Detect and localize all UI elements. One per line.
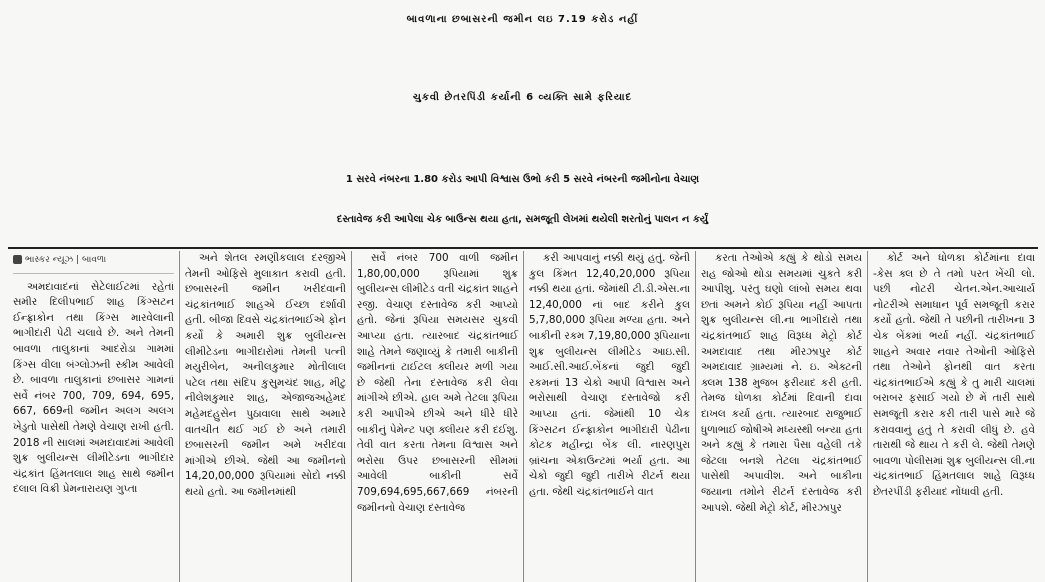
subheadline-line-1: 1 સરવે નંબરના 1.80 કરોડ આપી વિશ્વાસ ઉભો કરી 5 સરવે નંબરની જમીનોના વેચાણ	[345, 174, 700, 185]
column-text: કરતા તેઓએ કહ્યું કે થોડો સમય રાહ જોઓ થોડા સમયમાં ચુકતે કરી આપીશુ. પરંતુ ઘણો લાંબો સમય થવા છતાં અમને કોઈ રૂપિયા નહીં આપતા શુક્ર બુલીયન્સ લી.ના ભાગીદારો તથા ચંદ્રકાંતભાઈ શાહ વિરૂધ્ધ મેટ્રો કોર્ટ અમદાવાદ તથા મીરઝાપુર કોર્ટ અમદાવાદ ગ્રામ્યમાં ને. ઇ. એક્ટની ક્લમ 138 મુજબ ફરીયાદ કરી હતી. તેમજ ધોળકા કોર્ટમાં દિવાની દાવા દાખલ કર્યા હતા. ત્યારબાદ રાજુભાઈ ધુળાભાઈ જોષીએ મધ્યસ્થી બન્યા હતા અને કહ્યું કે તમારા પૈસા વહેલી તકે જેટલા બનશે તેટલા ચંદ્રકાંતભાઈ પાસેથી અપાવીશ. અને બાકીના જયાના તમોને રીટર્ન દસ્તાવેજ કરી આપશે. જેથી મેટ્રો કોર્ટ, મીરઝાપુર	[701, 252, 862, 514]
column-text: કરી આપવાનું નક્કી થયું હતું. જેની કુલ કિંમત 12,40,20,000 રૂપિયા નક્કી થયા હતાં. જેમાંથી ટી.ડી.એસ.ના 12,40,000 નાં બાદ કરીને કુલ 5,7,80,000 રૂપિયા મળ્યા હતા. અને બાકીની રકમ 7,19,80,000 રૂપિયાના શુક્ર બુલીયન્સ લીમીટેડ આઇ.સી. આઈ.સી.આઈ.બેંકનાં જુદી જુદી રકમનાં 13 ચેકો આપી વિશ્વાસ અને ભરોસાથી વેચાણ દસ્તાવેજો કરી આપ્યા હતાં. જેમાંથી 10 ચેક કિંગ્સટન ઈન્ફ્રાકોન ભાગીદારી પેઢીના કોટક મહીન્દ્રા બેંક લી. નારણપુરા બ્રાંચના એકાઉન્ટમાં ભર્યા હતા. આ ચેકો જુદી જુદી તારીખે રીટર્ન થયા હતા. જેથી ચંદ્રકાંતભાઈને વાત	[529, 252, 690, 498]
byline	[13, 253, 174, 274]
byline-text: ભાસ્કર ન્યૂઝ | બાવળા	[25, 255, 107, 265]
bhaskar-news-icon	[13, 255, 22, 264]
article-body	[8, 251, 1040, 582]
headline-line-2: ચુકવી છેતરપિંડી કર્યાની 6 વ્યક્તિ સામે ફરિયાદ	[412, 92, 633, 103]
column-text: કોર્ટ અને ધોળકા કોર્ટમાંના દાવા -કેસ ક્લ છે તે તમો પરત ખેંચી લો. પછી નોટરી ચેતન.એન.આચાર્ય નોટરીએ સમાધાન પૂર્વ સમજૂતી કરાર કર્યો હતો. જેથી તે પછીની તારીખના 3 ચેક બેંકમાં ભર્યા નહીં. ચંદ્રકાંતભાઈ શાહને અવાર નવાર તેઓની ઓફિસે તથા તેઓને ફોનથી વાત કરતા ચંદ્રકાંતભાઈએ કહ્યું કે તુ મારી ચાલમાં બરાબર ફસાઈ ગયો છે મેં તારી સાથે સમજૂતી કરાર કરી તારી પાસે મારે જે કરાવવાનું હતું તે કરાવી લીધું છે. હવે તારાથી જે થાય તે કરી લે. જેથી તેમણે બાવળા પોલીસમાં શુક્ર બુલીયન્સ લી.ના ચંદ્રકાંતભાઈ હિંમતલાલ શાહે વિરૂધ્ધ છેતરપીંડી ફરીયાદ નોંધાવી હતી.	[873, 252, 1035, 498]
divider-rule	[8, 247, 1038, 249]
headline-line-1: બાવળાના છબાસરની જમીન લઇ 7.19 કરોડ નહીં	[406, 14, 639, 25]
subheadline-line-2: દસ્તાવેજ કરી આપેલા ચેક બાઉન્સ થયા હતા, સમજૂતી લેખમાં થયેલી શરતોનું પાલન ન કર્યું	[336, 214, 709, 225]
article-column-5	[696, 251, 868, 582]
article-column-2	[180, 251, 352, 582]
article-column-4	[524, 251, 696, 582]
article-column-6	[868, 251, 1040, 582]
column-text: સર્વે નંબર 700 વાળી જમીન 1,80,00,000 રૂપિયામાં શુક્ર બુલીયન્સ લીમીટેડ વતી ચંદ્રકાંત શાહને રજી. વેચાણ દસ્તાવેજ કરી આપ્યો હતો. જેનાં રૂપિયા સમયસર ચુકવી આપ્યા હતા. ત્યારબાદ ચંદ્રકાંતભાઈ શાહે તેમને જણાવ્યું કે તમારી બાકીની જમીનનાં ટાઈટલ ક્લીયર મળી ગયા છે જેથી તેના દસ્તાવેજ કરી લેવા માંગીએ છીએ. હાલ અમે તેટલા રૂપિયા કરી આપીએ છીએ અને ધીરે ધીરે બાકીનું પેમેન્ટ પણ ક્લીયર કરી દઈશુ. તેવી વાત કરતા તેમના વિશ્વાસ અને ભરોસા ઉપર છબાસરની સીમમાં આવેલી બાકીની સર્વે 709,694,695,667,669 નંબરની જમીનનો વેચાણ દસ્તાવેજ	[357, 252, 518, 514]
article-column-1	[8, 251, 180, 582]
column-text: અને શેતલ રમણીકલાલ દરજીએ તેમની ઓફિસે મુલાકાત કરાવી હતી. છબાસરની જમીન ખરીદવાની ચંદ્રકાંતભાઈ શાહએ ઈચ્છા દર્શાવી હતી. બીજા દિવસે ચંદ્રકાંતભાઈએ ફોન કર્યો કે અમારી શુક્ર બુલીયન્સ લીમીટેડના ભાગીદારોમાં તેમની પત્ની મયુરીબેન, અનીલકુમાર મોતીલાલ પટેલ તથા સંદિપ કુસુમચંદ શાહ, મીટુ નીલેશકુમાર શાહ, એજાજઅહેમદ મહેમદહુસેન પુઠાવાલા સાથે અમારે વાતચીત થઈ ગઈ છે અને તમારી છબાસરની જમીન અમે ખરીદવા માંગીએ છીએ. જેથી આ જમીનનો 14,20,00,000 રૂપિયામાં સોદો નક્કી થયો હતો. આ જમીનમાંથી	[185, 252, 346, 498]
article-column-3	[352, 251, 524, 582]
column-text: અમદાવાદનાં સેટેલાઈટમાં રહેતાં સમીર દિલીપભાઈ શાહ કિંગ્સટન ઈન્ફ્રાકોન તથા કિંગ્સ મારવેલાની ભાગીદારી પેઢી ચલાવે છે. અને તેમની બાવળા તાલુકાનાં આદરોડા ગામમાં કિંગ્સ વીલા બંગ્લોઝની સ્કીમ આવેલી છે. બાવળા તાલુકાનાં છબાસર ગામનાં સર્વે નંબર 700, 709, 694, 695, 667, 669ની જમીન અલગ અલગ ખેડુતો પાસેથી તેમણે વેચાણ રાખી હતી. 2018 ની સાલમાં અમદાવાદમાં આવેલી શુક્ર બુલીયન્સ લીમીટેડના ભાગીદાર ચંદ્રકાંત હિંમતલાલ શાહ સાથે જમીન દલાલ વિક્રી પ્રેમનારાયણ ગુપ્તા	[13, 280, 174, 496]
